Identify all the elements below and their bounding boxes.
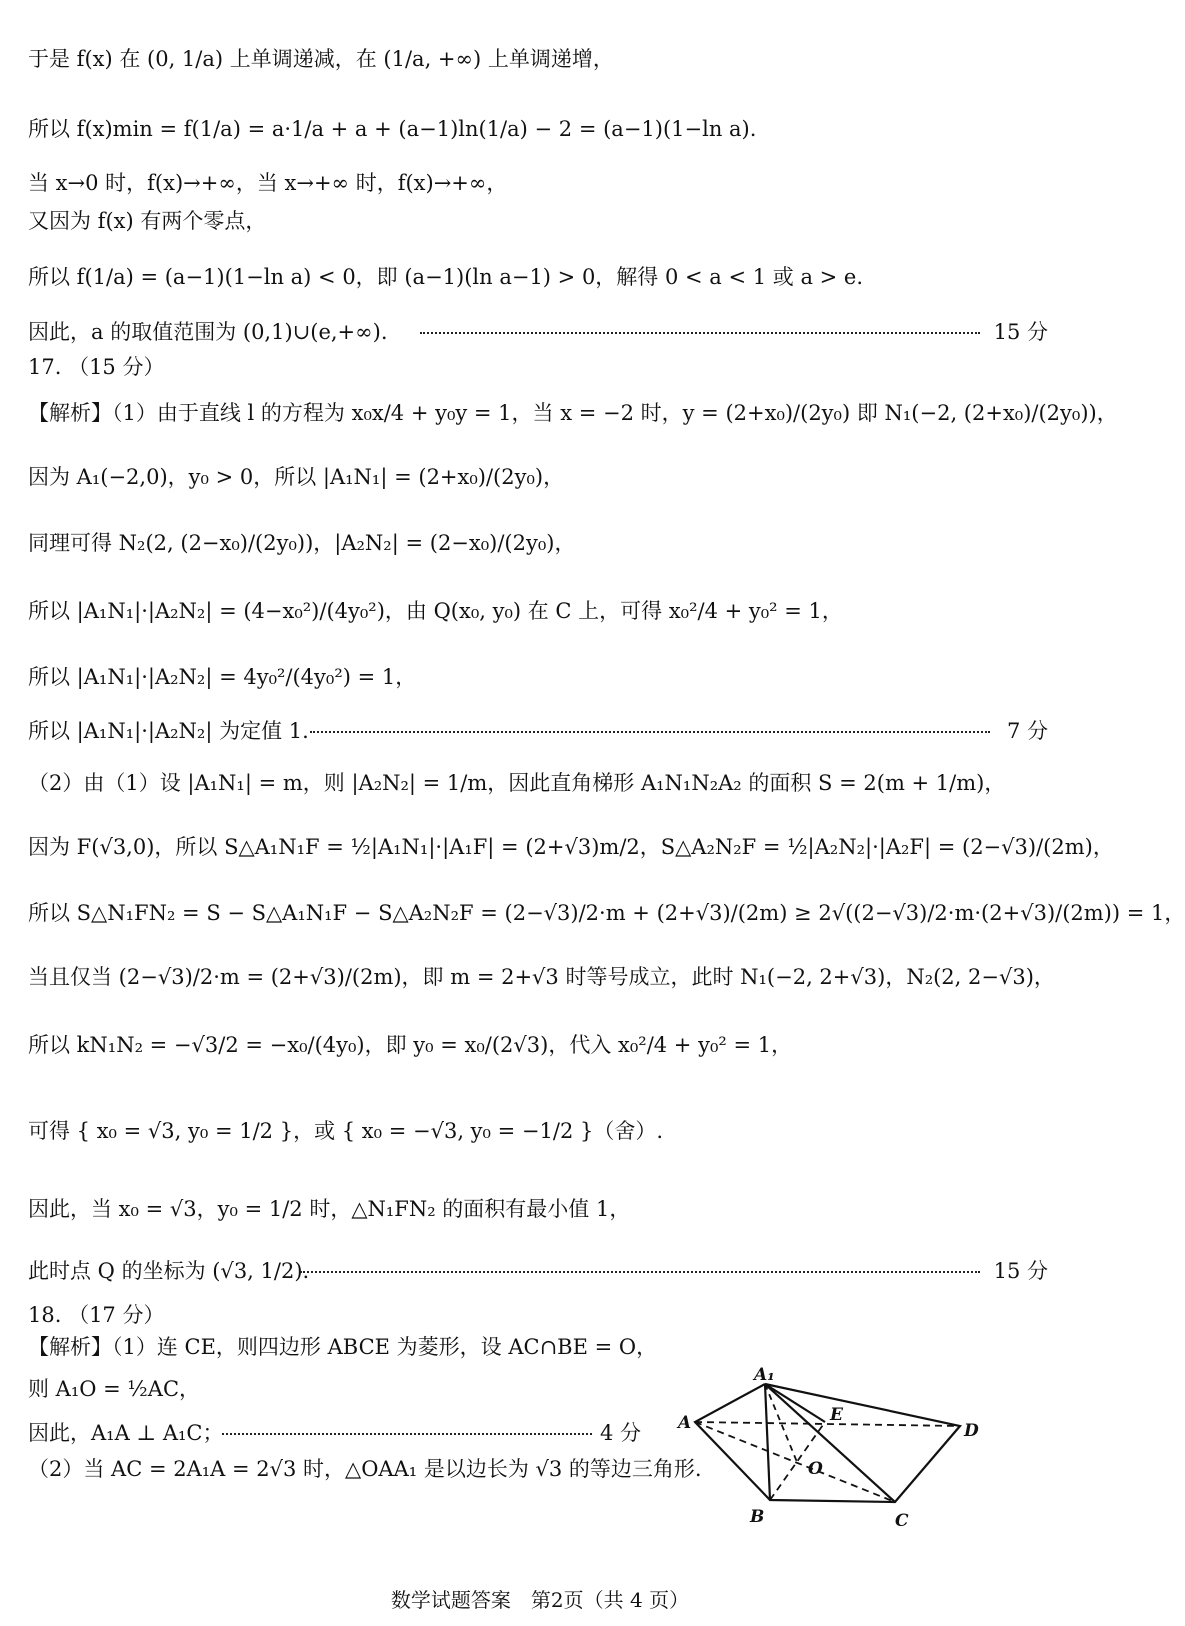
text-line: 所以 f(x)min = f(1/a) = a·1/a + a + (a−1)ln(1/a) − 2 = (a−1)(1−ln a). — [28, 117, 757, 141]
text-line: 则 A₁O = ½AC， — [28, 1377, 201, 1401]
text-line: 又因为 f(x) 有两个零点， — [28, 209, 267, 233]
text-line: 【解析】（1）连 CE，则四边形 ABCE 为菱形，设 AC∩BE = O， — [28, 1335, 658, 1359]
text-line: 所以 |A₁N₁|·|A₂N₂| = 4y₀²/(4y₀²) = 1， — [28, 665, 417, 689]
text-line: 同理可得 N₂(2, (2−x₀)/(2y₀))，|A₂N₂| = (2−x₀)/(2y₀)， — [28, 531, 576, 555]
text-line: 所以 kN₁N₂ = −√3/2 = −x₀/(4y₀)，即 y₀ = x₀/(2√3)，代入 x₀²/4 + y₀² = 1， — [28, 1033, 793, 1057]
text-line-scored — [28, 716, 309, 746]
text-line: 因为 F(√3,0)，所以 S△A₁N₁F = ½|A₁N₁|·|A₁F| = (2+√3)m/2，S△A₂N₂F = ½|A₂N₂|·|A₂F| = (2−√3)/(2m)， — [28, 835, 1114, 859]
text-line: 可得 { x₀ = √3, y₀ = 1/2 }，或 { x₀ = −√3, y₀ = −1/2 }（舍）. — [28, 1119, 664, 1143]
label-O: O — [808, 1459, 823, 1479]
label-D: D — [964, 1421, 979, 1441]
text-line: 因此，当 x₀ = √3，y₀ = 1/2 时，△N₁FN₂ 的面积有最小值 1， — [28, 1197, 631, 1221]
text-line-scored — [28, 1418, 224, 1448]
text-line: 当 x→0 时，f(x)→+∞，当 x→+∞ 时，f(x)→+∞， — [28, 171, 508, 195]
line-text: 所以 |A₁N₁|·|A₂N₂| 为定值 1. — [28, 719, 309, 743]
page-footer: 数学试题答案 第2页（共 4 页） — [390, 1588, 690, 1612]
dot-leader — [300, 1256, 980, 1286]
score-label: 7 分 — [1006, 719, 1048, 743]
text-line: 当且仅当 (2−√3)/2·m = (2+√3)/(2m)，即 m = 2+√3 时等号成立，此时 N₁(−2, 2+√3)，N₂(2, 2−√3)， — [28, 965, 1055, 989]
section-heading: 18. （17 分） — [28, 1303, 165, 1327]
score-label: 15 分 — [993, 320, 1048, 344]
text-line: 所以 |A₁N₁|·|A₂N₂| = (4−x₀²)/(4y₀²)，由 Q(x₀, y₀) 在 C 上，可得 x₀²/4 + y₀² = 1， — [28, 599, 843, 623]
text-line: （2）当 AC = 2A₁A = 2√3 时，△OAA₁ 是以边长为 √3 的等边三角形. — [28, 1457, 702, 1481]
text-line: 所以 f(1/a) = (a−1)(1−ln a) < 0，即 (a−1)(ln a−1) > 0，解得 0 < a < 1 或 a > e. — [28, 265, 864, 289]
label-E: E — [830, 1405, 843, 1425]
text-line-scored — [28, 1256, 309, 1286]
dot-leader — [310, 716, 990, 746]
section-heading: 17. （15 分） — [28, 355, 165, 379]
label-C: C — [895, 1511, 909, 1531]
text-line: （2）由（1）设 |A₁N₁| = m，则 |A₂N₂| = 1/m，因此直角梯形 A₁N₁N₂A₂ 的面积 S = 2(m + 1/m)， — [28, 771, 1006, 795]
score-label: 15 分 — [993, 1259, 1048, 1283]
dot-leader — [420, 317, 980, 347]
pyramid-figure — [678, 1365, 1030, 1592]
label-A1: A₁ — [754, 1365, 775, 1385]
line-text: 因此，a 的取值范围为 (0,1)∪(e,+∞). — [28, 320, 388, 344]
line-text: 此时点 Q 的坐标为 (√3, 1/2). — [28, 1259, 310, 1283]
text-line: 于是 f(x) 在 (0, 1/a) 上单调递减，在 (1/a, +∞) 上单调递增， — [28, 47, 614, 71]
line-text: 因此，A₁A ⊥ A₁C； — [28, 1421, 224, 1445]
text-line: 【解析】（1）由于直线 l 的方程为 x₀x/4 + y₀y = 1，当 x = −2 时，y = (2+x₀)/(2y₀) 即 N₁(−2, (2+x₀)/(2y₀))， — [28, 401, 1118, 425]
score-label: 4 分 — [600, 1421, 642, 1445]
label-B: B — [750, 1507, 765, 1527]
label-A: A — [678, 1413, 692, 1433]
text-line: 因为 A₁(−2,0)，y₀ > 0，所以 |A₁N₁| = (2+x₀)/(2y₀)， — [28, 465, 565, 489]
dot-leader — [222, 1418, 592, 1448]
text-line: 所以 S△N₁FN₂ = S − S△A₁N₁F − S△A₂N₂F = (2−√3)/2·m + (2+√3)/(2m) ≥ 2√((2−√3)/2·m·(2+√3)/(2m)) = 1， — [28, 901, 1185, 925]
